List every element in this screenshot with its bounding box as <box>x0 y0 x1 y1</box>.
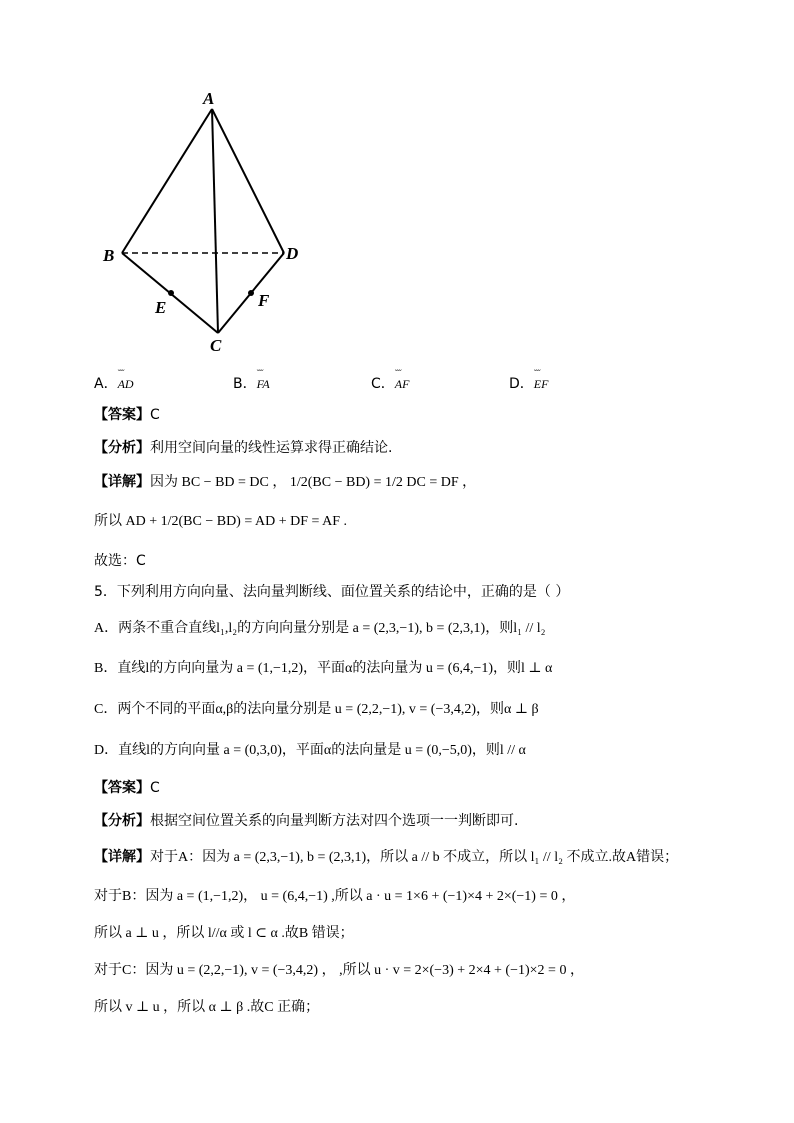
point-F <box>248 290 254 296</box>
edge-AB <box>122 109 212 253</box>
q4-option-b: B．˘˘˘ FA <box>233 373 270 393</box>
q4-analysis: 【分析】利用空间向量的线性运算求得正确结论. <box>94 440 393 456</box>
q5-option-d: D．直线l的方向向量 a = (0,3,0)，平面α的法向量是 u = (0,−5,0)，则l // α <box>94 743 526 758</box>
label-C: C <box>210 336 222 355</box>
q4-answer: 【答案】C <box>94 407 160 423</box>
label-E: E <box>155 298 167 317</box>
q4-option-c: C．˘˘˘ AF <box>371 373 409 393</box>
edge-AD <box>212 109 284 253</box>
q5-option-a: A．两条不重合直线l₁,l₂的方向向量分别是 a = (2,3,−1), b = (2,3,1)，则l₁ // l₂ <box>94 621 546 636</box>
q5-analysis: 【分析】根据空间位置关系的向量判断方法对四个选项一一判断即可. <box>94 813 519 829</box>
q5-detail-a: 【详解】对于A：因为 a = (2,3,−1), b = (2,3,1)，所以 a // b 不成立，所以 l₁ // l₂ 不成立.故A错误； <box>94 849 679 865</box>
q5-answer: 【答案】C <box>94 780 160 796</box>
label-D: D <box>286 244 299 263</box>
tetrahedron-figure <box>95 85 325 360</box>
q4-detail-line1: 【详解】因为 BC − BD = DC ， 1/2(BC − BD) = 1/2 DC = DF ， <box>94 474 477 490</box>
q4-detail-line2: 所以 AD + 1/2(BC − BD) = AD + DF = AF . <box>94 514 348 529</box>
q5-stem: 5．下列利用方向向量、法向量判断线、面位置关系的结论中，正确的是（ ） <box>94 584 570 600</box>
q4-conclusion: 故选：C <box>94 553 146 569</box>
q5-detail-b2: 所以 a ⊥ u ，所以 l//α 或 l ⊂ α .故B 错误； <box>94 926 354 941</box>
q5-option-b: B．直线l的方向向量为 a = (1,−1,2)，平面α的法向量为 u = (6,4,−1)，则l ⊥ α <box>94 661 553 676</box>
q5-detail-c1: 对于C：因为 u = (2,2,−1), v = (−3,4,2) ， ,所以 u · v = 2×(−3) + 2×4 + (−1)×2 = 0 ， <box>94 963 584 978</box>
point-E <box>168 290 174 296</box>
label-F: F <box>258 291 270 310</box>
q5-option-c: C．两个不同的平面α,β的法向量分别是 u = (2,2,−1), v = (−3,4,2)，则α ⊥ β <box>94 702 539 717</box>
q4-option-d: D．˘˘˘ EF <box>509 373 548 393</box>
q5-detail-b1: 对于B：因为 a = (1,−1,2)， u = (6,4,−1) ,所以 a · u = 1×6 + (−1)×4 + 2×(−1) = 0 ， <box>94 889 576 904</box>
label-A: A <box>203 89 215 108</box>
edge-AC <box>212 109 218 333</box>
q5-detail-c2: 所以 v ⊥ u ，所以 α ⊥ β .故C 正确； <box>94 1000 320 1015</box>
label-B: B <box>103 246 115 265</box>
q4-option-a: A．˘˘˘ AD <box>94 373 134 393</box>
